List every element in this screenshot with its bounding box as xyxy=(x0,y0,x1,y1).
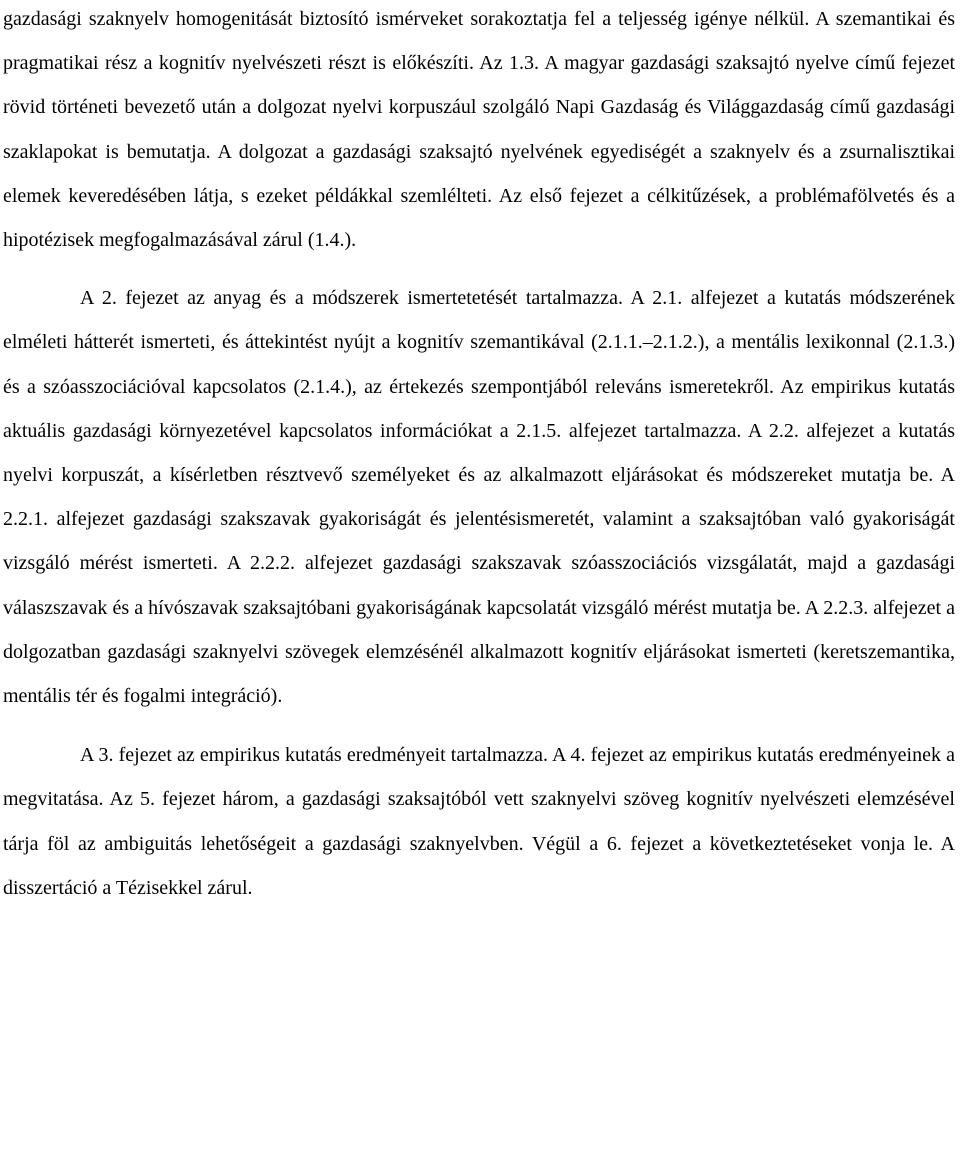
paragraph-chapter-2: A 2. fejezet az anyag és a módszerek ismertetetését tartalmazza. A 2.1. alfejezet a kutatás módszerének elméleti hátterét ismerteti, és áttekintést nyújt a kognitív szemantikával (2.1.1.–2.1.2.), a mentális lexikonnal (2.1.3.) és a szóasszociációval kapcsolatos (2.1.4.), az értekezés szempontjából releváns ismeretekről. Az empirikus kutatás aktuális gazdasági környezetével kapcsolatos információkat a 2.1.5. alfejezet tartalmazza. A 2.2. alfejezet a kutatás nyelvi korpuszát, a kísérletben résztvevő személyeket és az alkalmazott eljárásokat és módszereket mutatja be. A 2.2.1. alfejezet gazdasági szakszavak gyakoriságát és jelentésismeretét, valamint a szaksajtóban való gyakoriságát vizsgáló mérést ismerteti. A 2.2.2. alfejezet gazdasági szakszavak szóasszociációs vizsgálatát, majd a gazdasági válaszszavak és a hívószavak szaksajtóbani gyakoriságának kapcsolatát vizsgáló mérést mutatja be. A 2.2.3. alfejezet a dolgozatban gazdasági szaknyelvi szövegek elemzésénél alkalmazott kognitív eljárásokat ismerteti (keretszemantika, mentális tér és fogalmi integráció). xyxy=(3,287,955,708)
paragraph-intro-continuation: gazdasági szaknyelv homogenitását biztosító ismérveket sorakoztatja fel a teljesség igénye nélkül. A szemantikai és pragmatikai rész a kognitív nyelvészeti részt is előkészíti. Az 1.3. A magyar gazdasági szaksajtó nyelve című fejezet rövid történeti bevezető után a dolgozat nyelvi korpuszául szolgáló Napi Gazdaság és Világgazdaság című gazdasági szaklapokat is bemutatja. A dolgozat a gazdasági szaksajtó nyelvének egyediségét a szaknyelv és a zsurnalisztikai elemek keveredésében látja, s ezeket példákkal szemlélteti. Az első fejezet a célkitűzések, a problémafölvetés és a hipotézisek megfogalmazásával zárul (1.4.). xyxy=(3,8,955,252)
paragraph-chapters-3-6: A 3. fejezet az empirikus kutatás eredményeit tartalmazza. A 4. fejezet az empirikus kutatás eredményeinek a megvitatása. Az 5. fejezet három, a gazdasági szaksajtóból vett szaknyelvi szöveg kognitív nyelvészeti elemzésével tárja föl az ambiguitás lehetőségeit a gazdasági szaknyelvben. Végül a 6. fejezet a következtetéseket vonja le. A disszertáció a Tézisekkel zárul. xyxy=(3,744,955,899)
